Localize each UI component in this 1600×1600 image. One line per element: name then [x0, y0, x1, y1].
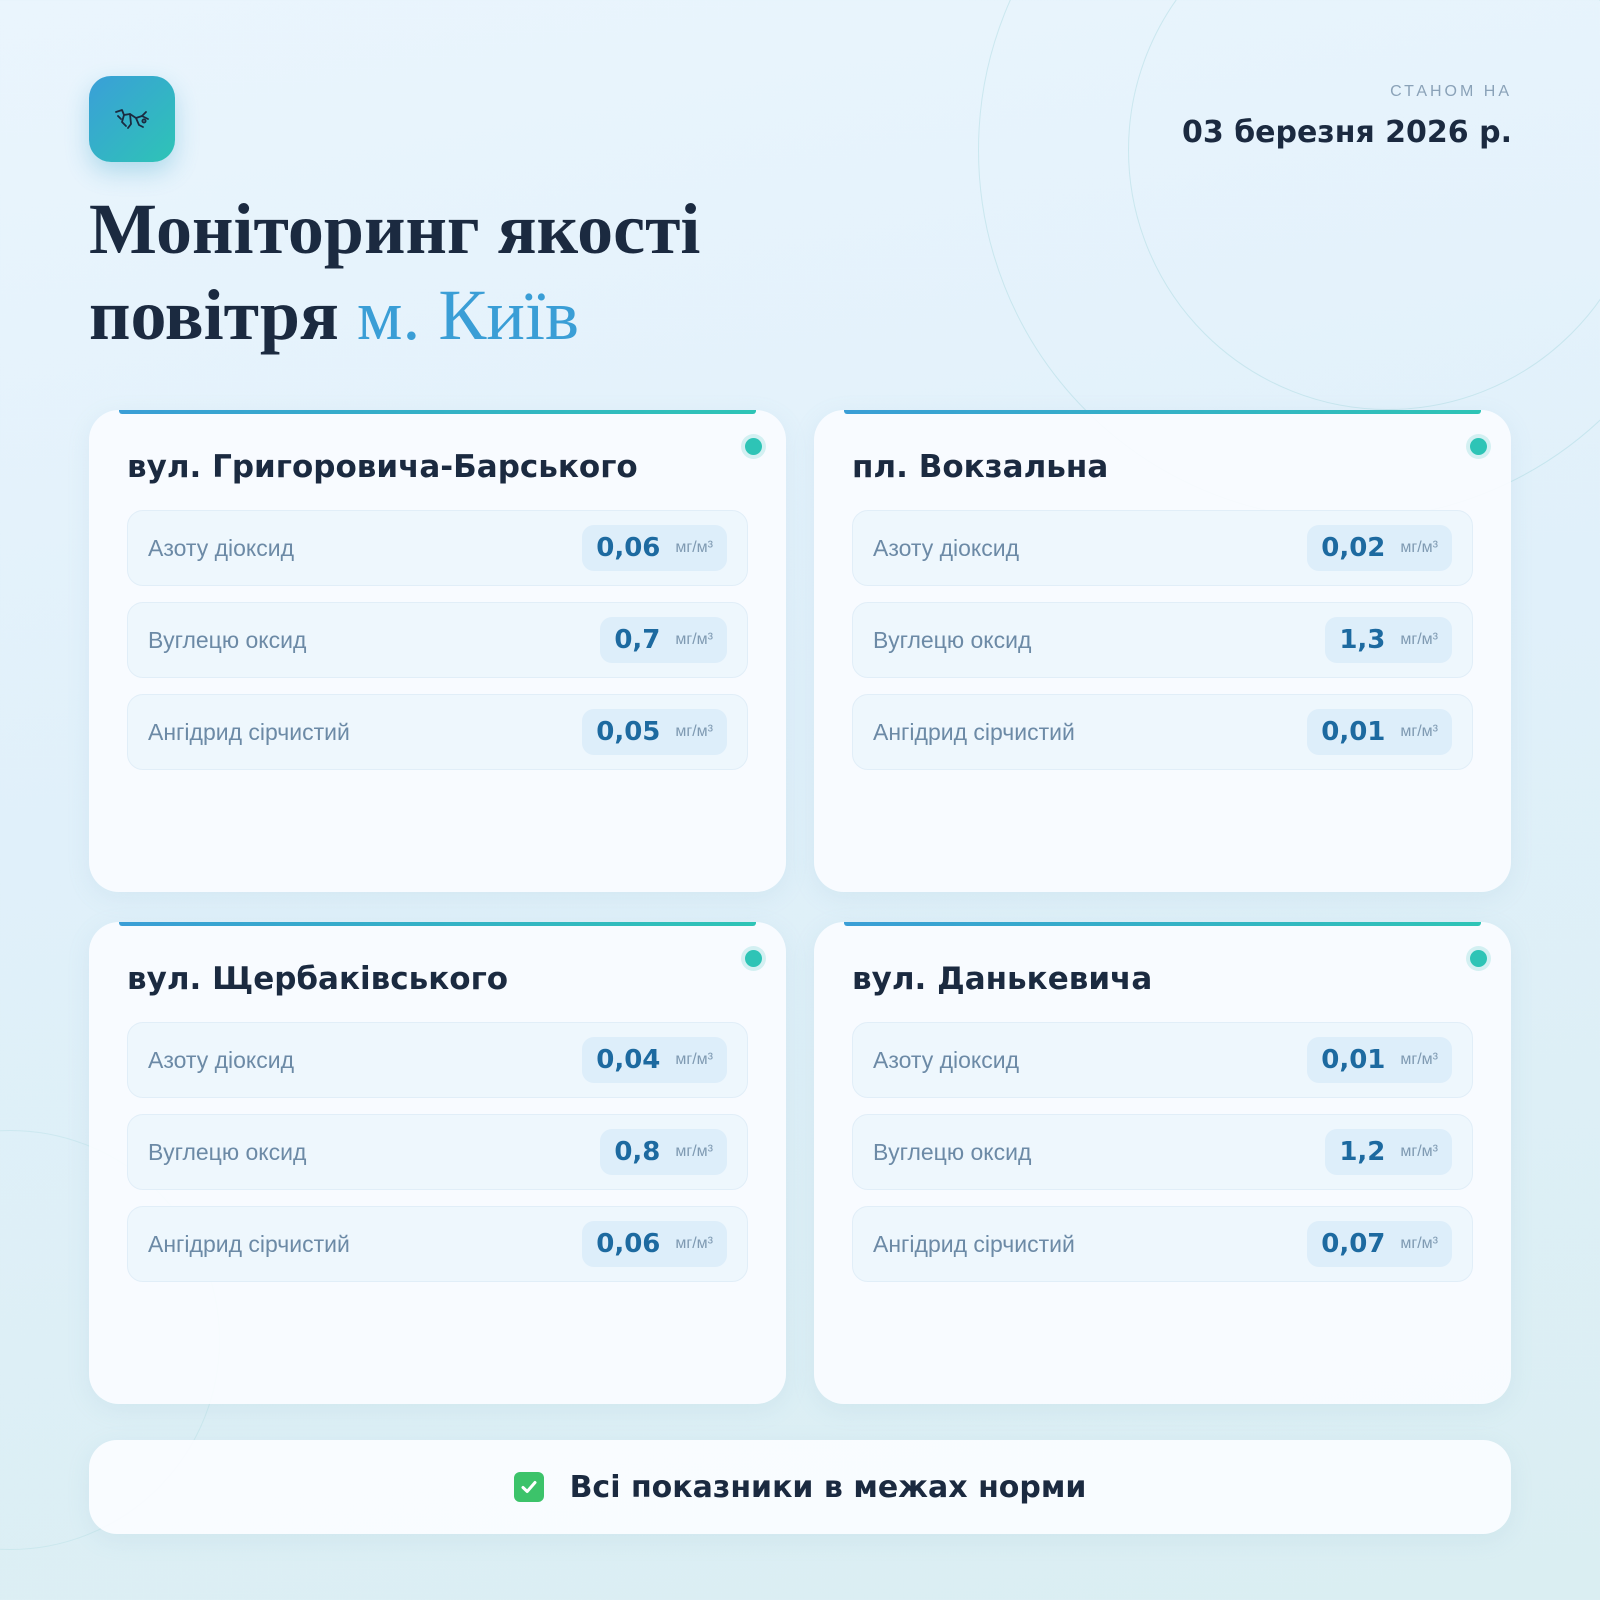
reading-value-badge: [582, 1037, 727, 1083]
pollutant-label: Азоту діоксид: [148, 1046, 295, 1073]
status-summary: [89, 1440, 1511, 1534]
pollutant-label: Вуглецю оксид: [148, 1138, 307, 1165]
station-card: [814, 410, 1511, 892]
reading-value: 0,02: [1321, 533, 1386, 563]
reading-value-badge: [1307, 1221, 1452, 1267]
reading-value: 0,06: [596, 533, 661, 563]
reading-value-badge: [600, 617, 727, 663]
reading-value-badge: [600, 1129, 727, 1175]
reading-unit: мг/м³: [675, 1051, 713, 1068]
reading-value: 0,05: [596, 717, 661, 747]
reading-row: [852, 1114, 1473, 1190]
reading-row: [852, 694, 1473, 770]
reading-value: 0,8: [614, 1137, 661, 1167]
reading-row: [852, 510, 1473, 586]
reading-unit: мг/м³: [675, 1143, 713, 1160]
reading-value: 0,01: [1321, 1045, 1386, 1075]
reading-value-badge: [582, 525, 727, 571]
status-summary-text: Всі показники в межах норми: [569, 1469, 1087, 1505]
reading-unit: мг/м³: [1400, 631, 1438, 648]
pollutant-label: Ангідрид сірчистий: [148, 1230, 350, 1257]
reading-value-badge: [1325, 1129, 1452, 1175]
pollutant-label: Вуглецю оксид: [873, 626, 1032, 653]
reading-unit: мг/м³: [1400, 1143, 1438, 1160]
reading-value: 1,3: [1339, 625, 1386, 655]
reading-value: 0,7: [614, 625, 661, 655]
pollutant-label: Азоту діоксид: [148, 534, 295, 561]
pollutant-label: Вуглецю оксид: [148, 626, 307, 653]
date-value: 03 березня 2026 р.: [1182, 115, 1512, 150]
reading-value-badge: [582, 709, 727, 755]
station-card: [814, 922, 1511, 1404]
reading-unit: мг/м³: [675, 1235, 713, 1252]
station-name: пл. Вокзальна: [852, 449, 1109, 485]
reading-value-badge: [1307, 525, 1452, 571]
pollutant-label: Ангідрид сірчистий: [873, 1230, 1075, 1257]
station-name: вул. Данькевича: [852, 961, 1153, 997]
pollutant-label: Азоту діоксид: [873, 534, 1020, 561]
reading-row: [852, 602, 1473, 678]
reading-value: 0,06: [596, 1229, 661, 1259]
station-name: вул. Щербаківського: [127, 961, 509, 997]
stations-grid: [89, 410, 1511, 1404]
reading-unit: мг/м³: [675, 539, 713, 556]
reading-value: 0,01: [1321, 717, 1386, 747]
pollutant-label: Вуглецю оксид: [873, 1138, 1032, 1165]
page-title: [89, 186, 700, 358]
reading-row: [852, 1022, 1473, 1098]
reading-value-badge: [1325, 617, 1452, 663]
reading-unit: мг/м³: [1400, 1051, 1438, 1068]
reading-unit: мг/м³: [1400, 1235, 1438, 1252]
pollutant-label: Ангідрид сірчистий: [148, 718, 350, 745]
title-city: м. Київ: [356, 275, 579, 355]
reading-value-badge: [582, 1221, 727, 1267]
reading-row: [127, 1114, 748, 1190]
reading-row: [127, 602, 748, 678]
pollutant-label: Азоту діоксид: [873, 1046, 1020, 1073]
reading-row: [127, 1206, 748, 1282]
check-mark-icon: [514, 1472, 544, 1502]
status-dot-icon: [1470, 950, 1487, 967]
reading-value-badge: [1307, 709, 1452, 755]
reading-row: [127, 694, 748, 770]
status-dot-icon: [745, 950, 762, 967]
pollutant-label: Ангідрид сірчистий: [873, 718, 1075, 745]
status-dot-icon: [745, 438, 762, 455]
reading-value: 0,07: [1321, 1229, 1386, 1259]
reading-unit: мг/м³: [1400, 539, 1438, 556]
title-line1: Моніторинг якості: [89, 189, 701, 269]
date-caption: СТАНОМ НА: [1390, 83, 1512, 100]
reading-value-badge: [1307, 1037, 1452, 1083]
reading-row: [852, 1206, 1473, 1282]
reading-unit: мг/м³: [675, 723, 713, 740]
station-card: [89, 410, 786, 892]
station-name: вул. Григоровича-Барського: [127, 449, 638, 485]
status-dot-icon: [1470, 438, 1487, 455]
reading-row: [127, 1022, 748, 1098]
reading-unit: мг/м³: [1400, 723, 1438, 740]
reading-value: 1,2: [1339, 1137, 1386, 1167]
date-block: [1182, 83, 1512, 150]
station-card: [89, 922, 786, 1404]
kyiv-coat-of-arms-icon: [89, 76, 175, 162]
reading-value: 0,04: [596, 1045, 661, 1075]
reading-row: [127, 510, 748, 586]
title-line2: повітря: [89, 275, 339, 355]
reading-unit: мг/м³: [675, 631, 713, 648]
